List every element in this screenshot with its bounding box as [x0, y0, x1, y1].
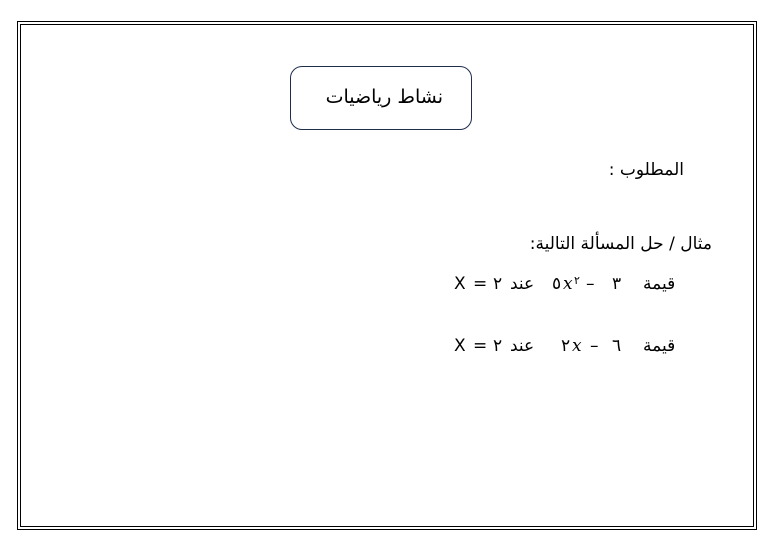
problem-1 [0, 274, 776, 298]
exponent: ٢ [574, 274, 580, 287]
coefficient: ٥ [552, 274, 562, 294]
required-label: المطلوب : [608, 160, 684, 180]
equals-sign: = [473, 274, 488, 294]
minus-sign: – [590, 336, 599, 356]
title-box [290, 66, 472, 130]
when-word: عند [510, 274, 535, 294]
condition-value: ٢ [493, 274, 503, 294]
page-title: نشاط رياضيات [325, 86, 443, 108]
condition-value: ٢ [493, 336, 503, 356]
value-word: قيمة [643, 336, 676, 356]
variable-x: x [572, 336, 582, 356]
variable-x: x [563, 274, 573, 294]
when-word: عند [510, 336, 535, 356]
coefficient: ٢ [561, 336, 571, 356]
equals-sign: = [473, 336, 488, 356]
constant: ٣ [612, 274, 622, 294]
example-label: مثال / حل المسألة التالية: [529, 234, 712, 254]
value-word: قيمة [643, 274, 676, 294]
condition-variable: X [454, 336, 466, 356]
constant: ٦ [612, 336, 622, 356]
problem-2 [0, 336, 776, 360]
condition-variable: X [454, 274, 466, 294]
minus-sign: – [586, 274, 595, 294]
